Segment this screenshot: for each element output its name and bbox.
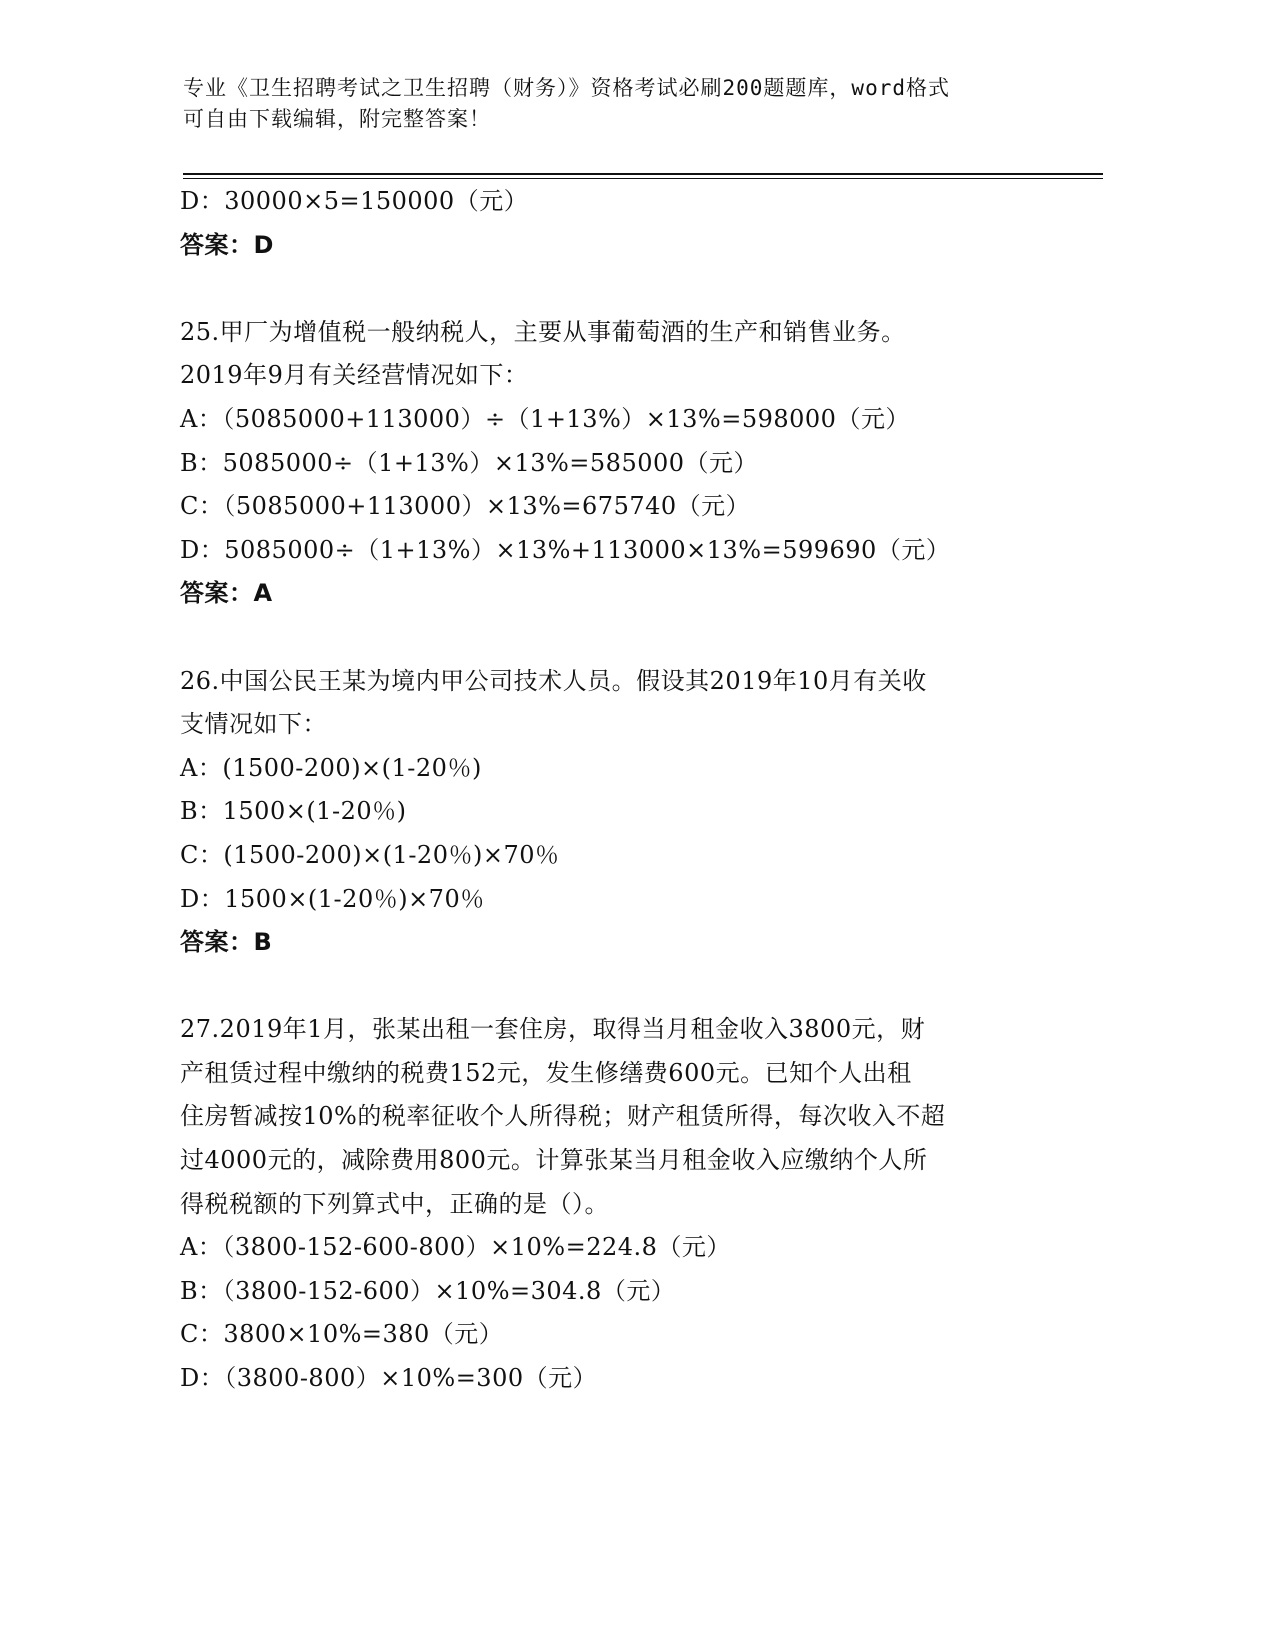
question-stem: 26.中国公民王某为境内甲公司技术人员。假设其2019年10月有关收 xyxy=(180,666,927,695)
option-d: D：30000×5=150000（元） xyxy=(180,187,529,215)
option-c: C：3800×10%=380（元） xyxy=(180,1320,504,1349)
question-content xyxy=(180,180,1060,1401)
option-d: D：1500×(1-20％)×70％ xyxy=(180,884,485,913)
question-25 xyxy=(180,311,1060,616)
header-divider-thick xyxy=(183,173,1103,175)
option-b: B：（3800-152-600）×10%=304.8（元） xyxy=(180,1276,676,1305)
header-title-line-2: 可自由下载编辑，附完整答案！ xyxy=(183,107,491,131)
answer-line: 答案：B xyxy=(180,928,273,957)
option-c: C：（5085000+113000）×13%=675740（元） xyxy=(180,492,751,521)
option-a: A：（5085000+113000）÷（1+13%）×13%=598000（元） xyxy=(180,404,910,433)
option-d: D：5085000÷（1+13%）×13%+113000×13%=599690（元） xyxy=(180,535,951,564)
answer-line: 答案：D xyxy=(180,230,274,259)
question-stem: 产租赁过程中缴纳的税费152元，发生修缮费600元。已知个人出租 xyxy=(180,1058,912,1087)
answer-line: 答案：A xyxy=(180,579,273,608)
question-stem: 2019年9月有关经营情况如下： xyxy=(180,361,529,390)
question-27 xyxy=(180,1008,1060,1400)
page-header xyxy=(183,73,1063,135)
previous-question-tail xyxy=(180,180,1060,267)
option-d: D：（3800-800）×10%=300（元） xyxy=(180,1364,598,1393)
question-stem: 25.甲厂为增值税一般纳税人，主要从事葡萄酒的生产和销售业务。 xyxy=(180,317,906,346)
question-stem: 27.2019年1月，张某出租一套住房，取得当月租金收入3800元，财 xyxy=(180,1015,926,1044)
header-title-line-1: 专业《卫生招聘考试之卫生招聘（财务）》资格考试必刷200题题库，word格式 xyxy=(183,76,950,100)
question-stem: 支情况如下： xyxy=(180,710,327,739)
question-stem: 得税税额的下列算式中，正确的是（）。 xyxy=(180,1189,609,1218)
option-c: C：(1500-200)×(1-20％)×70％ xyxy=(180,840,560,869)
option-b: B：1500×(1-20％) xyxy=(180,797,407,826)
question-stem: 过4000元的，减除费用800元。计算张某当月租金收入应缴纳个人所 xyxy=(180,1146,928,1175)
header-divider-thin xyxy=(183,178,1103,179)
option-a: A：(1500-200)×(1-20％) xyxy=(180,753,482,782)
question-stem: 住房暂减按10%的税率征收个人所得税；财产租赁所得，每次收入不超 xyxy=(180,1102,946,1131)
option-b: B：5085000÷（1+13%）×13%=585000（元） xyxy=(180,448,759,477)
option-a: A：（3800-152-600-800）×10%=224.8（元） xyxy=(180,1233,731,1262)
question-26 xyxy=(180,660,1060,965)
